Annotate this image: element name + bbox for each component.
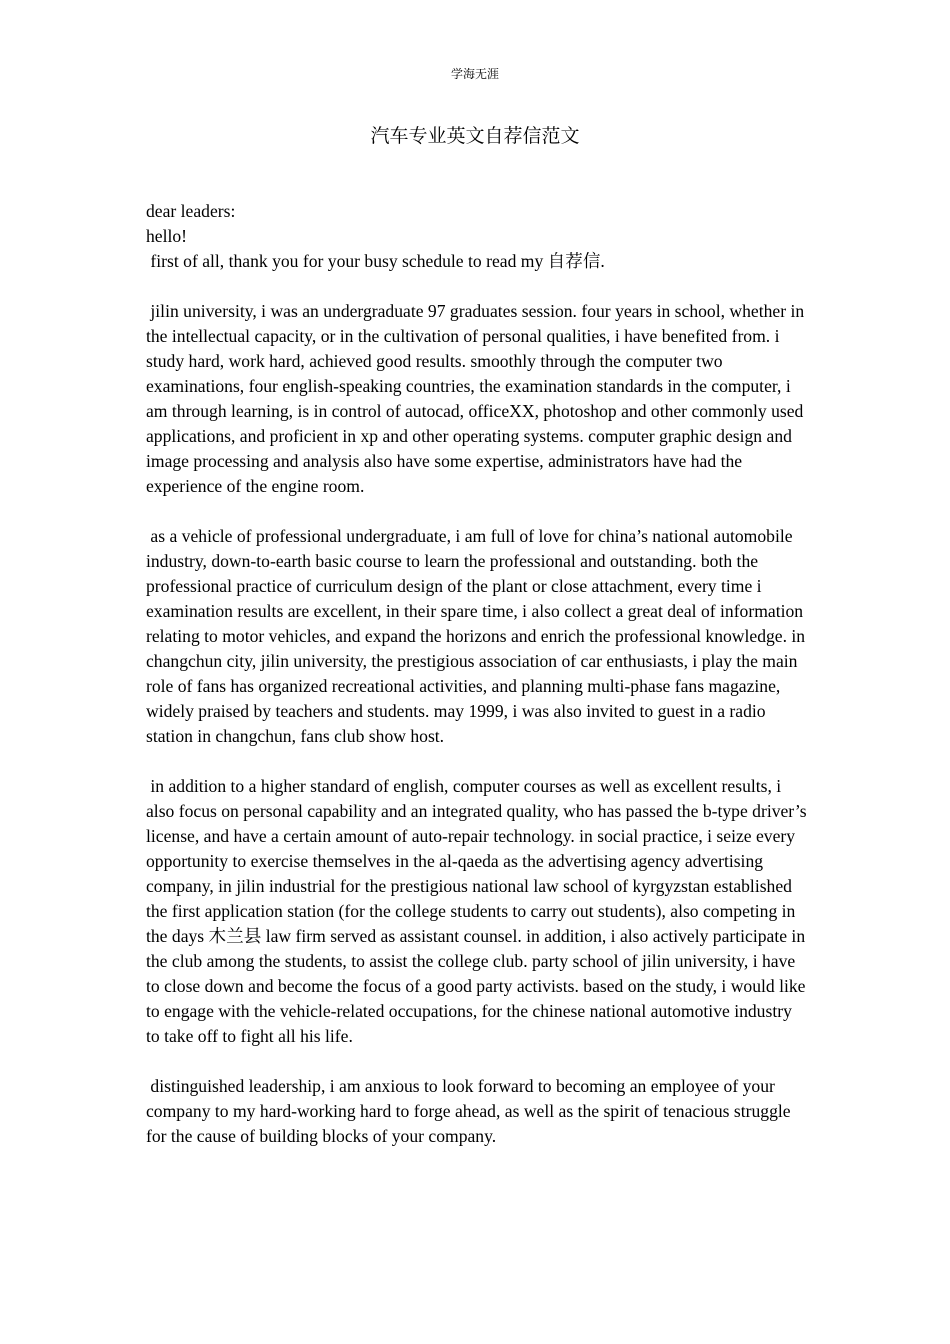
paragraph-spacer: [146, 499, 808, 524]
paragraph-skills-practice: in addition to a higher standard of english, computer courses as well as excellent results, i also focus on personal capability and an integrated quality, who has passed the b-type driver’s license, and have a certain amount of auto-repair technology. in social practice, i seize every opportunity to exercise themselves in the al-qaeda as the advertising agency advertising company, in jilin industrial for the prestigious national law school of kyrgyzstan established the first application station (for the college students to carry out students), also competing in the days 木兰县 law firm served as assistant counsel. in addition, i also actively participate in the club among the students, to assist the college club. party school of jilin university, i have to close down and become the focus of a good party activists. based on the study, i would like to engage with the vehicle-related occupations, for the chinese national automotive industry to take off to fight all his life.: [146, 776, 811, 1046]
running-header: 学海无涯: [450, 67, 499, 81]
paragraph-spacer: [146, 749, 808, 774]
paragraph-education: jilin university, i was an undergraduate 97 graduates session. four years in school, whether in the intellectual capacity, or in the cultivation of personal qualities, i have benefited from. i study hard, work hard, achieved good results. smoothly through the computer two examinations, four english-speaking countries, the examination standards in the computer, i am through learning, is in control of autocad, officeXX, photoshop and other commonly used applications, and proficient in xp and other operating systems. computer graphic design and image processing and analysis also have some expertise, administrators have had the experience of the engine room.: [146, 301, 809, 496]
salutation: dear leaders:: [146, 201, 236, 221]
paragraph-spacer: [146, 274, 808, 299]
document-title: 汽车专业英文自荐信范文: [370, 126, 580, 147]
greeting: hello!: [146, 226, 188, 246]
paragraph-spacer: [146, 1049, 808, 1074]
paragraph-automotive-interest: as a vehicle of professional undergraduate, i am full of love for china’s national automobile industry, down-to-earth basic course to learn the professional and outstanding. both the professional practice of curriculum design of the plant or close attachment, every time i examination results are excellent, in their spare time, i also collect a great deal of information relating to motor vehicles, and expand the horizons and enrich the professional knowledge. in changchun city, jilin university, the prestigious association of car enthusiasts, i play the main role of fans has organized recreational activities, and planning multi-phase fans magazine, widely praised by teachers and students. may 1999, i was also invited to guest in a radio station in changchun, fans club show host.: [146, 526, 810, 746]
letter-body: [146, 199, 811, 1149]
opening-line: first of all, thank you for your busy schedule to read my 自荐信.: [146, 251, 605, 271]
paragraph-closing: distinguished leadership, i am anxious to look forward to becoming an employee of your company to my hard-working hard to forge ahead, as well as the spirit of tenacious struggle for the cause of building blocks of your company.: [146, 1076, 796, 1146]
